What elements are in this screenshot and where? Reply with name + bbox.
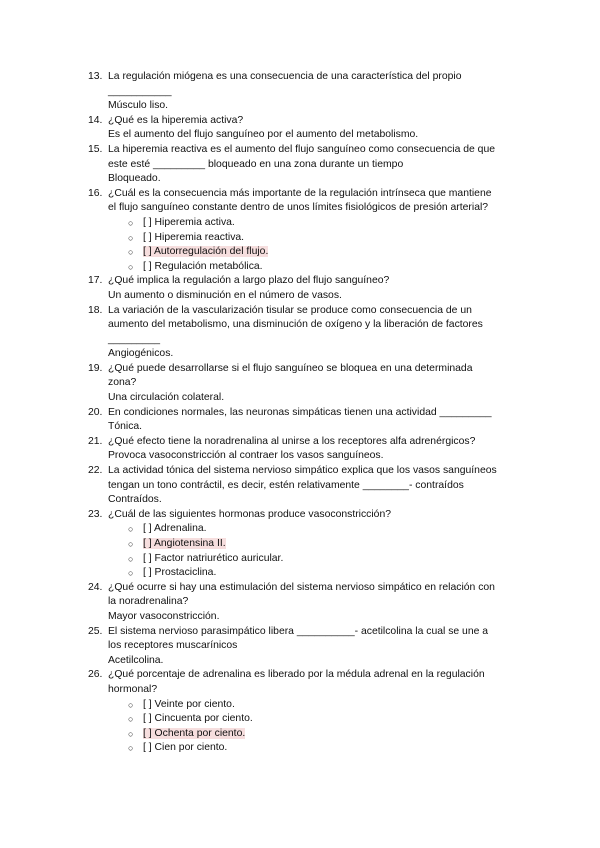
question-item (88, 406, 528, 435)
question-text: tengan un tono contráctil, es decir, estén relativamente ________- contraídos (108, 479, 464, 491)
circle-bullet-icon: ○ (128, 568, 134, 579)
circle-bullet-icon: ○ (128, 261, 134, 272)
question-item (88, 581, 528, 625)
question-item (88, 187, 528, 275)
option-label: [ ] Cien por ciento. (143, 742, 228, 754)
option-label-highlighted: [ ] Autorregulación del flujo. (143, 246, 269, 258)
option-label: [ ] Hiperemia reactiva. (143, 231, 245, 243)
question-text: La hiperemia reactiva es el aumento del flujo sanguíneo como consecuencia de que (108, 143, 496, 155)
question-text: ¿Qué es la hiperemia activa? (108, 114, 244, 126)
question-number: 24. (88, 581, 103, 593)
answer-text: Angiogénicos. (108, 348, 174, 360)
option-label: [ ] Hiperemia activa. (143, 216, 235, 228)
question-number: 13. (88, 71, 103, 82)
option-item[interactable] (128, 712, 528, 727)
question-item (88, 508, 528, 581)
question-text: ¿Qué efecto tiene la noradrenalina al unirse a los receptores alfa adrenérgicos? (108, 435, 476, 447)
question-text: ¿Cuál es la consecuencia más importante de la regulación intrínseca que mantiene (108, 187, 492, 199)
question-number: 16. (88, 187, 103, 199)
answer-text: Una circulación colateral. (108, 392, 225, 404)
answer-text: Un aumento o disminución en el número de vasos. (108, 289, 342, 301)
question-item (88, 625, 528, 669)
circle-bullet-icon: ○ (128, 539, 134, 549)
question-text: los receptores muscarínicos (108, 640, 238, 652)
option-item[interactable] (128, 537, 528, 552)
option-label: [ ] Prostaciclina. (143, 567, 217, 579)
option-list (108, 216, 528, 274)
question-item (88, 143, 528, 187)
option-item[interactable] (128, 566, 528, 581)
question-item (88, 304, 528, 362)
question-number: 17. (88, 275, 103, 287)
question-item (88, 464, 528, 508)
question-text: ¿Qué implica la regulación a largo plazo del flujo sanguíneo? (108, 275, 390, 287)
question-number: 26. (88, 669, 103, 681)
circle-bullet-icon: ○ (128, 247, 134, 258)
option-label: [ ] Regulación metabólica. (143, 260, 263, 272)
option-label: [ ] Factor natriurético auricular. (143, 552, 284, 564)
question-text: hormonal? (108, 683, 158, 695)
circle-bullet-icon: ○ (128, 743, 134, 754)
question-text: El sistema nervioso parasimpático libera __________- acetilcolina la cual se une a (108, 625, 489, 637)
question-text: ¿Cuál de las siguientes hormonas produce vasoconstricción? (108, 508, 392, 520)
question-text: aumento del metabolismo, una disminución de oxígeno y la liberación de factores (108, 319, 483, 331)
question-number: 19. (88, 362, 103, 374)
option-item[interactable] (128, 522, 528, 537)
option-label: [ ] Cincuenta por ciento. (143, 713, 253, 725)
answer-text: Acetilcolina. (108, 654, 164, 666)
question-text: la noradrenalina? (108, 596, 189, 608)
option-item[interactable] (128, 245, 528, 260)
circle-bullet-icon: ○ (128, 714, 134, 725)
question-text: el flujo sanguíneo constante dentro de unos límites fisiológicos de presión arterial? (108, 202, 489, 214)
question-text: ¿Qué porcentaje de adrenalina es liberado por la médula adrenal en la regulación (108, 669, 485, 681)
option-list (108, 698, 528, 756)
question-list (88, 70, 528, 756)
option-item[interactable] (128, 231, 528, 246)
circle-bullet-icon: ○ (128, 699, 134, 710)
circle-bullet-icon: ○ (128, 232, 134, 243)
answer-text: Mayor vasoconstricción. (108, 610, 220, 622)
question-text: ¿Qué puede desarrollarse si el flujo sanguíneo se bloquea en una determinada (108, 362, 473, 374)
option-item[interactable] (128, 216, 528, 231)
option-label: [ ] Veinte por ciento. (143, 698, 235, 710)
question-number: 18. (88, 304, 103, 316)
question-text: ___________ (108, 85, 172, 97)
question-number: 14. (88, 114, 103, 126)
option-item[interactable] (128, 698, 528, 713)
question-text: zona? (108, 377, 137, 389)
circle-bullet-icon: ○ (128, 728, 134, 739)
option-item[interactable] (128, 260, 528, 275)
question-number: 21. (88, 435, 103, 447)
question-item (88, 114, 528, 143)
option-item[interactable] (128, 552, 528, 567)
question-item (88, 435, 528, 464)
answer-text: Provoca vasoconstricción al contraer los vasos sanguíneos. (108, 450, 384, 462)
option-item[interactable] (128, 727, 528, 742)
question-number: 25. (88, 625, 103, 637)
question-text: La regulación miógena es una consecuencia de una característica del propio (108, 71, 462, 82)
question-text: La variación de la vascularización tisular se produce como consecuencia de un (108, 304, 472, 316)
option-label: [ ] Adrenalina. (143, 523, 207, 535)
answer-text: Músculo liso. (108, 100, 169, 112)
question-number: 15. (88, 143, 103, 155)
question-item (88, 70, 528, 114)
question-item (88, 668, 528, 756)
answer-text: Contraídos. (108, 494, 162, 506)
question-item (88, 362, 528, 406)
option-list (108, 522, 528, 580)
answer-text: Tónica. (108, 421, 143, 433)
option-item[interactable] (128, 741, 528, 756)
circle-bullet-icon: ○ (128, 524, 134, 535)
question-text: este esté _________ bloqueado en una zona durante un tiempo (108, 158, 404, 170)
question-text: _________ (108, 333, 161, 345)
answer-text: Es el aumento del flujo sanguíneo por el aumento del metabolismo. (108, 129, 419, 141)
option-label-highlighted: [ ] Ochenta por ciento. (143, 727, 246, 739)
question-text: ¿Qué ocurre si hay una estimulación del sistema nervioso simpático en relación con (108, 581, 495, 593)
question-number: 20. (88, 406, 103, 418)
option-label-highlighted: [ ] Angiotensina II. (143, 538, 226, 549)
answer-text: Bloqueado. (108, 173, 161, 185)
question-item (88, 274, 528, 303)
question-number: 22. (88, 465, 103, 477)
question-number: 23. (88, 508, 103, 520)
circle-bullet-icon: ○ (128, 553, 134, 564)
question-text: En condiciones normales, las neuronas simpáticas tienen una actividad _________ (108, 406, 492, 418)
question-text: La actividad tónica del sistema nervioso simpático explica que los vasos sanguíneos (108, 465, 497, 477)
circle-bullet-icon: ○ (128, 217, 134, 228)
